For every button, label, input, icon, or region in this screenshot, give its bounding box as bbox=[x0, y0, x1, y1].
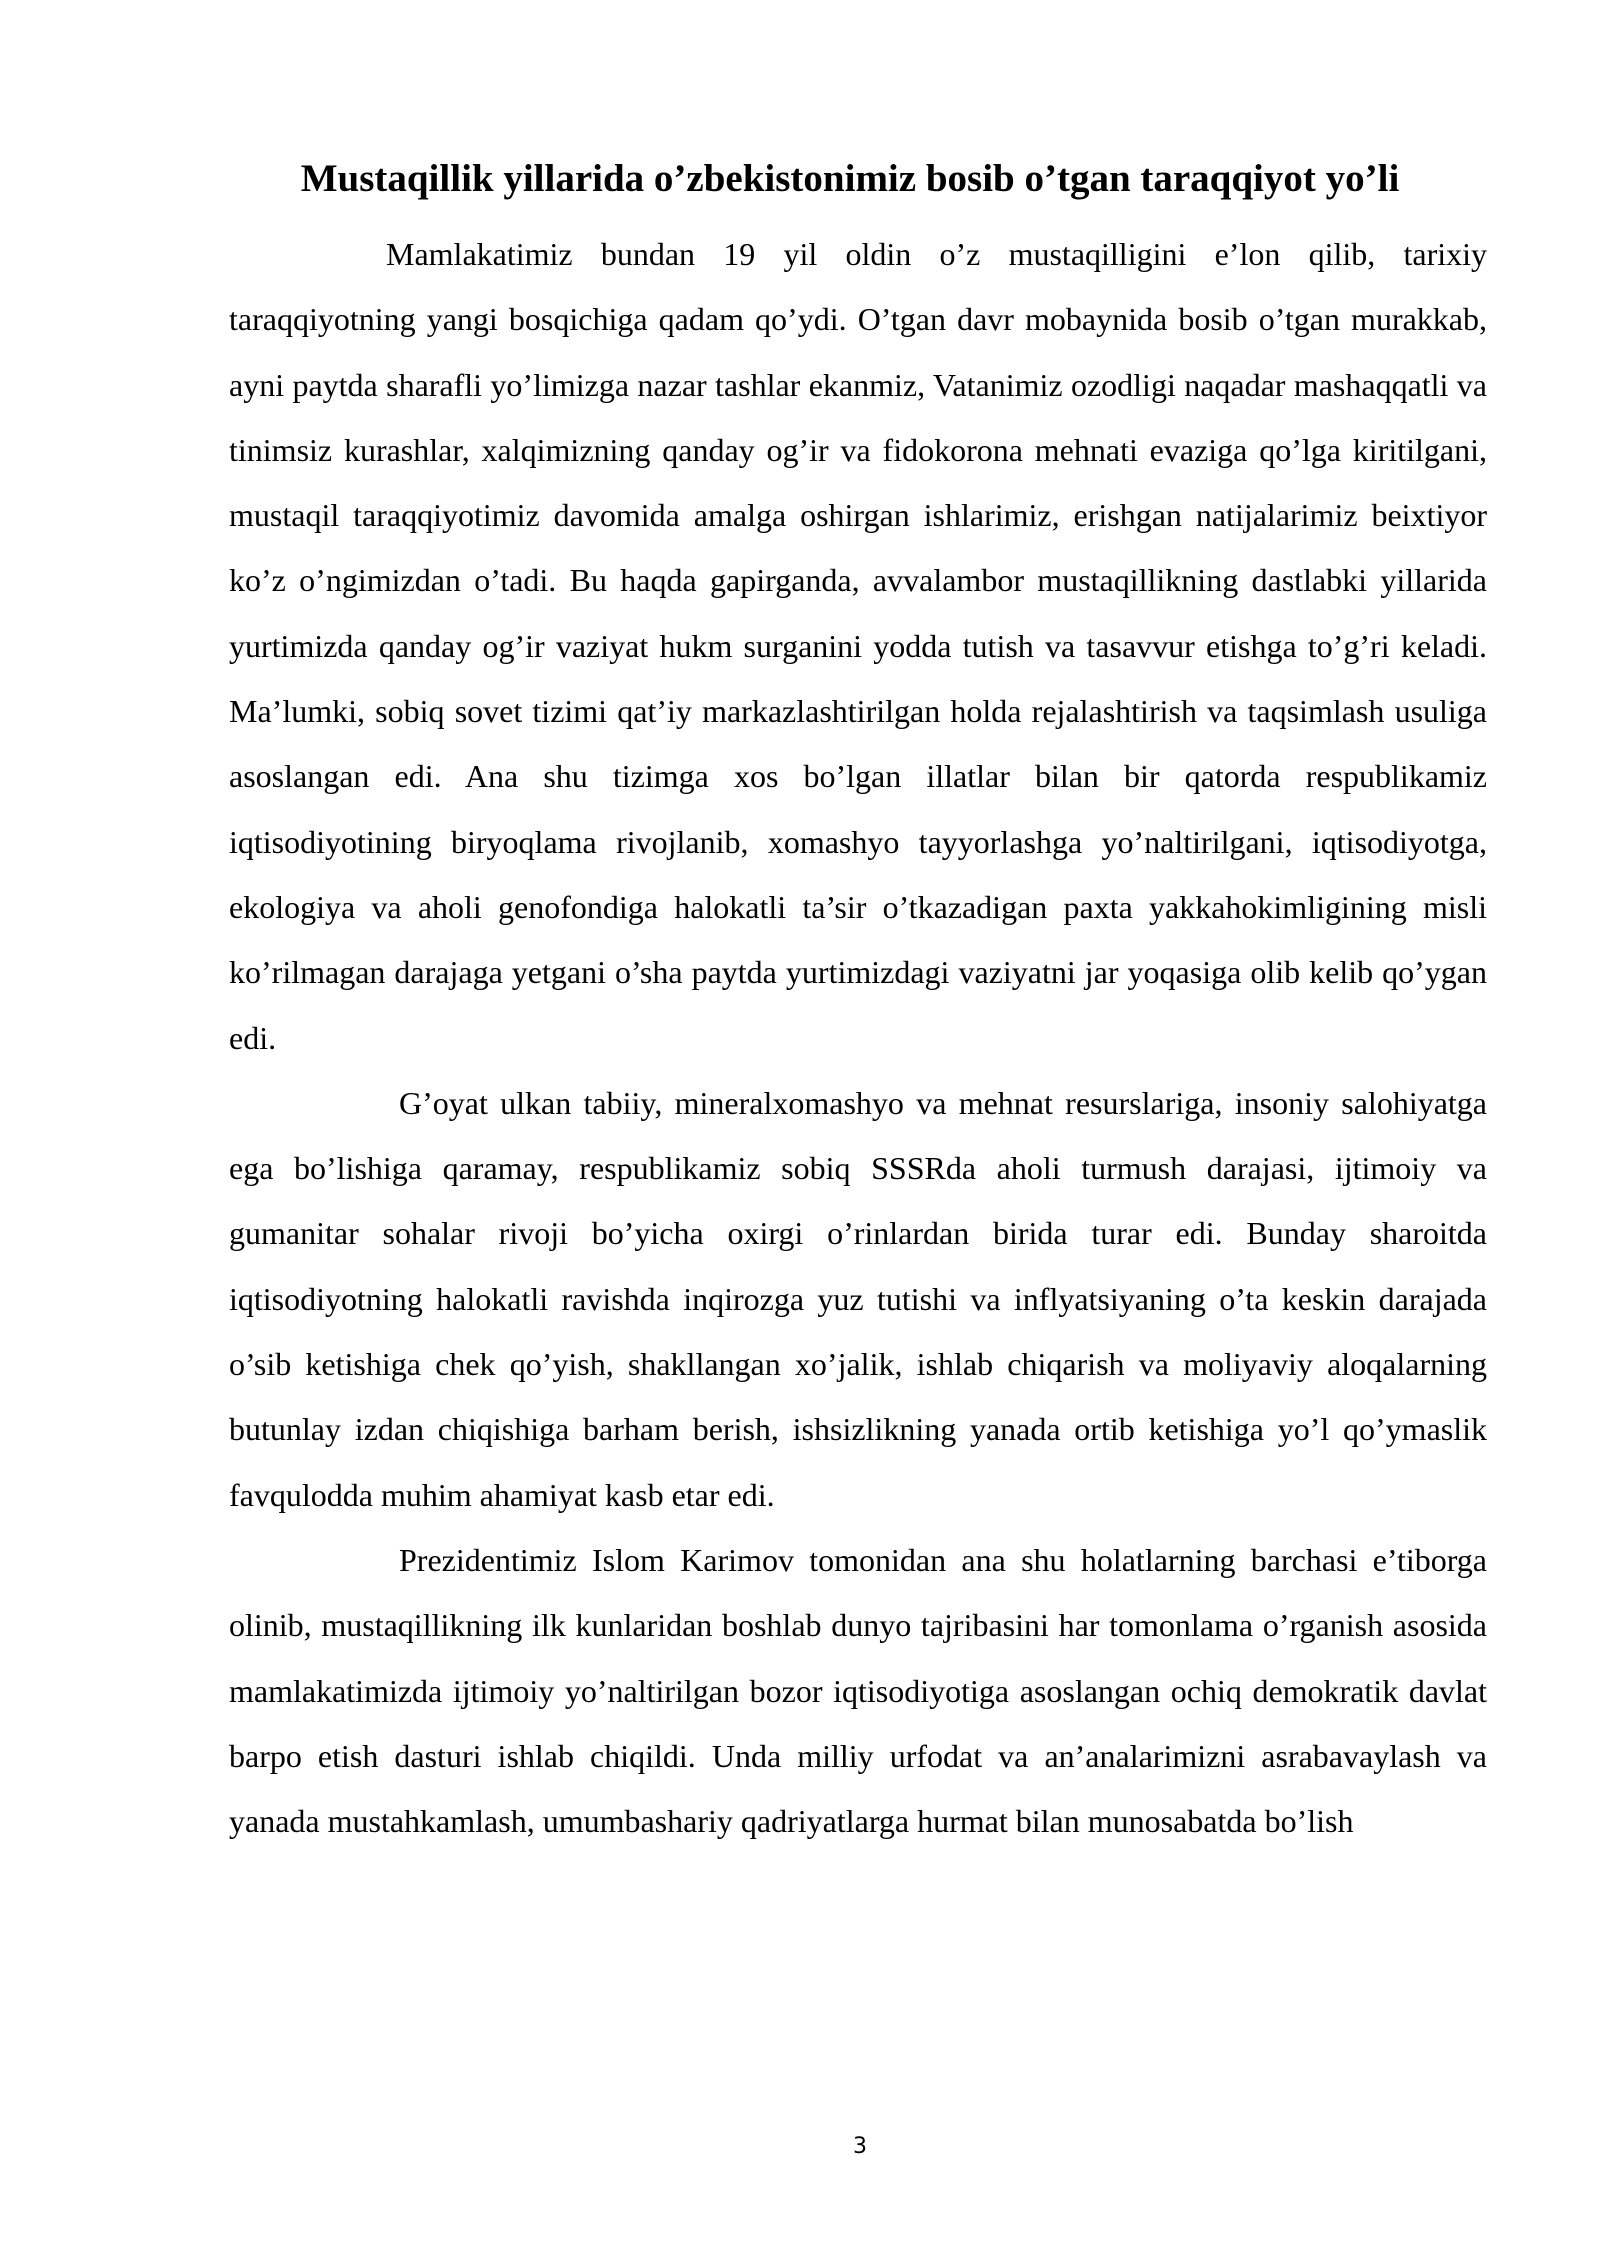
paragraph-2: G’oyat ulkan tabiiy, mineralxomashyo va mehnat resurslariga, insoniy salohiyatga ega bo’lishiga qaramay, respublikamiz sobiq SSSRda aholi turmush darajasi, ijtimoiy va gumanitar sohalar rivoji bo’yicha oxirgi o’rinlardan birida turar edi. Bunday sharoitda iqtisodiyotning halokatli ravishda inqirozga yuz tutishi va inflyatsiyaning o’ta keskin darajada o’sib ketishiga chek qo’yish, shakllangan xo’jalik, ishlab chiqarish va moliyaviy aloqalarning butunlay izdan chiqishiga barham berish, ishsizlikning yanada ortib ketishiga yo’l qo’ymaslik favqulodda muhim ahamiyat kasb etar edi. bbox=[229, 1084, 1487, 1513]
paragraph-3: Prezidentimiz Islom Karimov tomonidan ana shu holatlarning barchasi e’tiborga olinib, mustaqillikning ilk kunlaridan boshlab dunyo tajribasini har tomonlama o’rganish asosida mamlakatimizda ijtimoiy yo’naltirilgan bozor iqtisodiyotiga asoslangan ochiq demokratik davlat barpo etish dasturi ishlab chiqildi. Unda milliy urfodat va an’analarimizni asrabavaylash va yanada mustahkamlash, umumbashariy qadriyatlarga hurmat bilan munosabatda bo’lish bbox=[229, 1541, 1487, 1840]
document-title: Mustaqillik yillarida o’zbekistonimiz bosib o’tgan taraqqiyot yo’li bbox=[300, 157, 1400, 200]
paragraph-1: Mamlakatimiz bundan 19 yil oldin o’z mustaqilligini e’lon qilib, tarixiy taraqqiyotning yangi bosqichiga qadam qo’ydi. O’tgan davr mobaynida bosib o’tgan murakkab, ayni paytda sharafli yo’limizga nazar tashlar ekanmiz, Vatanimiz ozodligi naqadar mashaqqatli va tinimsiz kurashlar, xalqimizning qanday og’ir va fidokorona mehnati evaziga qo’lga kiritilgani, mustaqil taraqqiyotimiz davomida amalga oshirgan ishlarimiz, erishgan natijalarimiz beixtiyor ko’z o’ngimizdan o’tadi. Bu haqda gapirganda, avvalambor mustaqillikning dastlabki yillarida yurtimizda qanday og’ir vaziyat hukm surganini yodda tutish va tasavvur etishga to’g’ri keladi. Ma’lumki, sobiq sovet tizimi qat’iy markazlashtirilgan holda rejalashtirish va taqsimlash usuliga asoslangan edi. Ana shu tizimga xos bo’lgan illatlar bilan bir qatorda respublikamiz iqtisodiyotining biryoqlama rivojlanib, xomashyo tayyorlashga yo’naltirilgani, iqtisodiyotga, ekologiya va aholi genofondiga halokatli ta’sir o’tkazadigan paxta yakkahokimligining misli ko’rilmagan darajaga yetgani o’sha paytda yurtimizdagi vaziyatni jar yoqasiga olib kelib qo’ygan edi. bbox=[229, 236, 1487, 1056]
page-number: 3 bbox=[853, 2134, 867, 2159]
document-body bbox=[229, 222, 1487, 1854]
